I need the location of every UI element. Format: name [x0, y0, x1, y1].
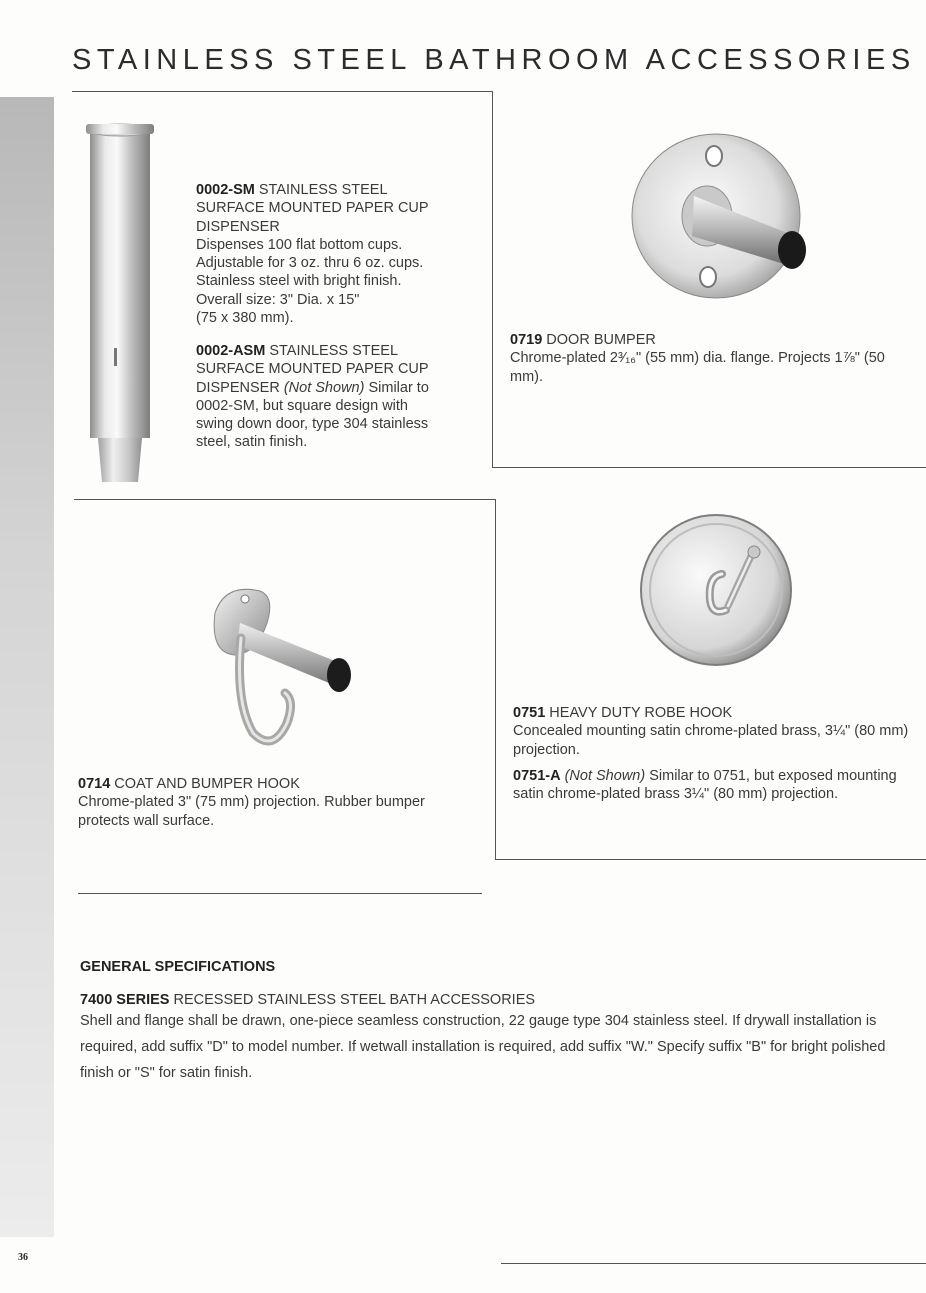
divider-right-vert-1: [492, 91, 493, 468]
cup-dispenser-text: [196, 181, 446, 327]
specs-heading: GENERAL SPECIFICATIONS: [80, 959, 276, 975]
coat-hook-text: [78, 775, 458, 830]
divider-right-h1: [492, 467, 926, 468]
cup-dispenser-code: 0002-SM: [196, 182, 255, 198]
specs-series-title: RECESSED STAINLESS STEEL BATH ACCESSORIES: [173, 992, 536, 1008]
coat-hook-image: [205, 583, 355, 748]
divider-mid: [74, 499, 495, 500]
robe-hook-exposed-description: Similar to 0751, but exposed mounting satin chrome-plated brass 3¼" (80 mm) projection.: [513, 768, 897, 803]
cup-dispenser-line-1: Dispenses 100 flat bottom cups.: [196, 236, 403, 253]
divider-right-vert-2: [495, 499, 496, 860]
coat-hook-description: Chrome-plated 3" (75 mm) projection. Rubber bumper protects wall surface.: [78, 794, 425, 829]
robe-hook-text: [513, 704, 913, 759]
door-bumper-description: Chrome-plated 2³⁄₁₆" (55 mm) dia. flange. Projects 1⅞" (50 mm).: [510, 350, 885, 385]
robe-hook-exposed-not-shown: (Not Shown): [564, 768, 646, 784]
cup-dispenser-title: STAINLESS STEEL SURFACE MOUNTED PAPER CUP DISPENSER: [196, 182, 429, 235]
cup-dispenser-heading: [196, 181, 446, 236]
specs-series-code: 7400 SERIES: [80, 992, 170, 1008]
divider-top: [72, 91, 492, 92]
specs-series: [80, 991, 900, 1009]
cup-dispenser-line-3: Stainless steel with bright finish.: [196, 273, 402, 290]
coat-hook-code: 0714: [78, 776, 111, 792]
cup-dispenser-square-code: 0002-ASM: [196, 343, 266, 359]
cup-dispenser-line-4: Overall size: 3" Dia. x 15": [196, 291, 360, 308]
side-gradient-bar: [0, 97, 54, 1237]
robe-hook-code: 0751: [513, 705, 546, 721]
door-bumper-title: DOOR BUMPER: [546, 332, 656, 348]
door-bumper-text: [510, 331, 900, 386]
robe-hook-image: [640, 514, 792, 666]
cup-dispenser-line-2: Adjustable for 3 oz. thru 6 oz. cups.: [196, 255, 424, 272]
cup-dispenser-square-text: [196, 342, 446, 452]
cup-dispenser-square-title: STAINLESS STEEL SURFACE MOUNTED PAPER CUP DISPENSER: [196, 343, 429, 396]
divider-lower: [78, 893, 482, 894]
page-title: STAINLESS STEEL BATHROOM ACCESSORIES: [72, 44, 916, 76]
robe-hook-title: HEAVY DUTY ROBE HOOK: [549, 705, 733, 721]
cup-dispenser-square-description: Similar to 0002-SM, but square design with swing down door, type 304 stainless steel, satin finish.: [196, 379, 429, 451]
specs-body: Shell and flange shall be drawn, one-piece seamless construction, 22 gauge type 304 stainless steel. If drywall installation is required, add suffix "D" to model number. If wetwall installation is required, add suffix "W." Specify suffix "B" for bright polished finish or "S" for satin finish.: [80, 1013, 886, 1081]
door-bumper-image: [632, 132, 812, 302]
divider-bottom: [501, 1263, 926, 1264]
cup-dispenser-square-not-shown: (Not Shown): [283, 379, 365, 396]
cup-dispenser-image: [84, 120, 156, 485]
divider-right-h2: [495, 859, 926, 860]
coat-hook-title: COAT AND BUMPER HOOK: [114, 776, 300, 792]
robe-hook-exposed-text: [513, 767, 918, 804]
cup-dispenser-line-5: (75 x 380 mm).: [196, 310, 294, 327]
page-number: 36: [18, 1252, 28, 1263]
door-bumper-code: 0719: [510, 332, 543, 348]
robe-hook-description: Concealed mounting satin chrome-plated brass, 3¼" (80 mm) projection.: [513, 723, 909, 758]
robe-hook-exposed-code: 0751-A: [513, 768, 561, 784]
